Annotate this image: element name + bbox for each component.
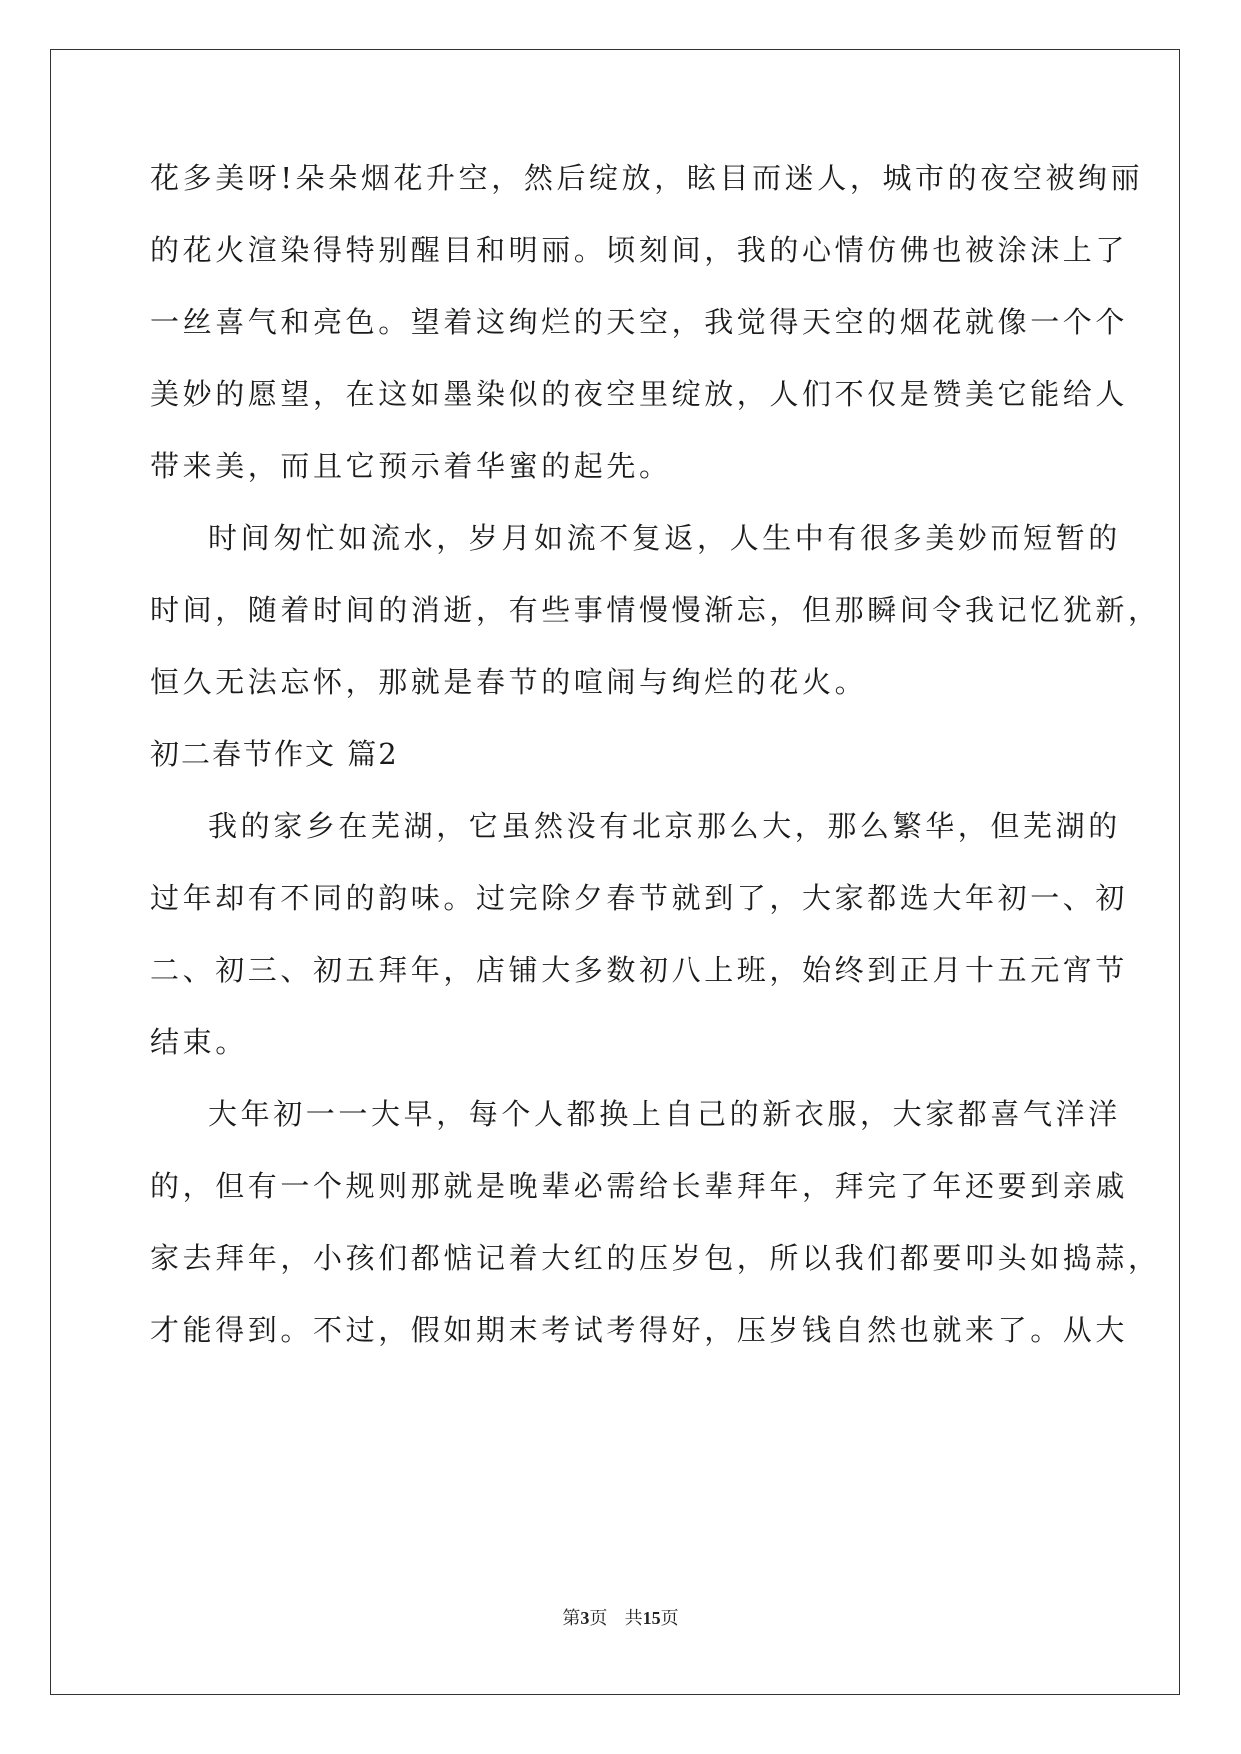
text-line: 家去拜年，小孩们都惦记着大红的压岁包，所以我们都要叩头如捣蒜， [150,1241,1161,1275]
section-heading: 初二春节作文 篇2 [150,737,399,771]
total-prefix: 共 [624,1608,643,1629]
page-border [50,49,1180,1695]
text-line: 才能得到。不过，假如期末考试考得好，压岁钱自然也就来了。从大 [150,1313,1129,1347]
text-line: 一丝喜气和亮色。望着这绚烂的天空，我觉得天空的烟花就像一个个 [150,305,1129,339]
text-line: 花多美呀!朵朵烟花升空，然后绽放，眩目而迷人，城市的夜空被绚丽 [150,161,1144,195]
paragraph-first-line: 大年初一一大早，每个人都换上自己的新衣服，大家都喜气洋洋 [208,1097,1121,1131]
total-suffix: 页 [660,1608,679,1629]
text-line: 带来美，而且它预示着华蜜的起先。 [150,449,672,483]
page-footer [0,1606,1241,1631]
text-line: 过年却有不同的韵味。过完除夕春节就到了，大家都选大年初一、初 [150,881,1129,915]
page-prefix: 第 [562,1608,581,1629]
page-suffix: 页 [589,1608,608,1629]
text-line: 的，但有一个规则那就是晚辈必需给长辈拜年，拜完了年还要到亲戚 [150,1169,1129,1203]
text-line: 恒久无法忘怀，那就是春节的喧闹与绚烂的花火。 [150,665,868,699]
text-line: 时间，随着时间的消逝，有些事情慢慢渐忘，但那瞬间令我记忆犹新， [150,593,1161,627]
text-line: 美妙的愿望，在这如墨染似的夜空里绽放，人们不仅是赞美它能给人 [150,377,1129,411]
text-line: 结束。 [150,1025,248,1059]
paragraph-first-line: 我的家乡在芜湖，它虽然没有北京那么大，那么繁华，但芜湖的 [208,809,1121,843]
total-pages: 15 [642,1608,661,1628]
paragraph-first-line: 时间匆忙如流水，岁月如流不复返，人生中有很多美妙而短暂的 [208,521,1121,555]
text-line: 二、初三、初五拜年，店铺大多数初八上班，始终到正月十五元宵节 [150,953,1129,987]
page-number: 3 [580,1608,590,1628]
text-line: 的花火渲染得特别醒目和明丽。顷刻间，我的心情仿佛也被涂沫上了 [150,233,1129,267]
